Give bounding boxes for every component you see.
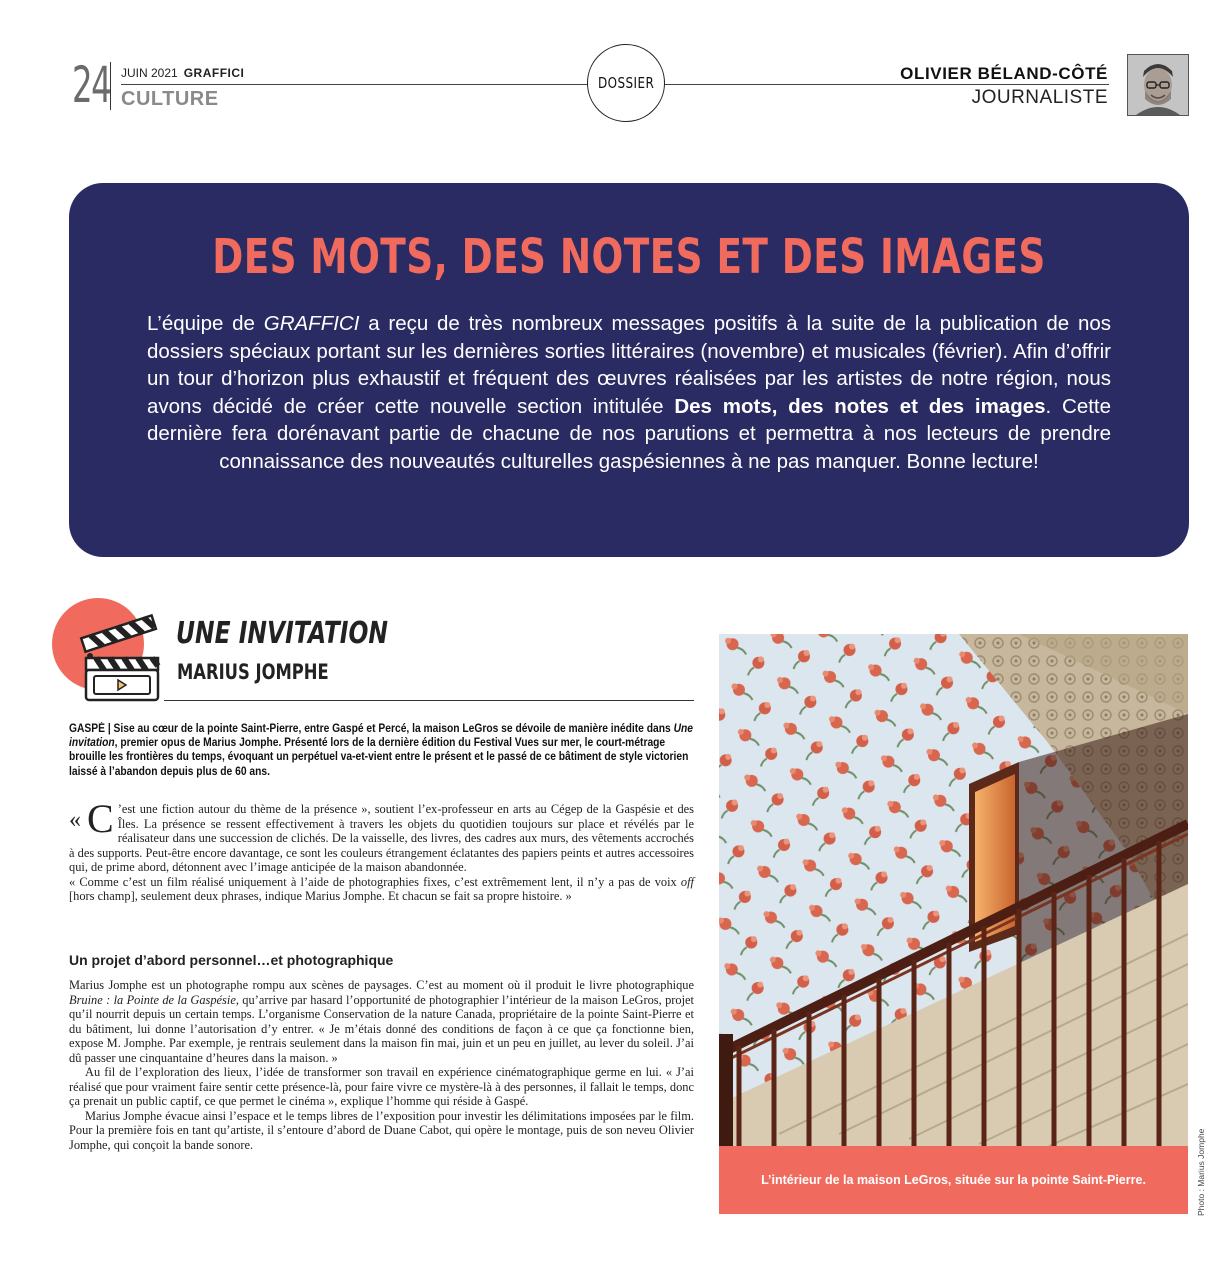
clapperboard-icon — [50, 598, 170, 708]
film-title: Une invitation — [69, 722, 693, 750]
paragraph-text: [hors champ], seulement deux phrases, indique Marius Jomphe. Et chacun se fait sa propre histoire. » — [69, 889, 572, 903]
publication-name: GRAFFICI — [183, 66, 245, 80]
issue-date: JUIN 2021 — [121, 66, 178, 80]
house-interior-photo — [719, 634, 1188, 1146]
author-role: JOURNALISTE — [971, 87, 1108, 108]
intro-section-name: Des mots, des notes et des images — [674, 394, 1046, 418]
intro-text-part: L’équipe de — [147, 312, 264, 335]
lede-part: GASPÉ | Sise au cœur de la pointe Saint-Pierre, entre Gaspé et Percé, la maison LeGros se dévoile de manière inédite dans — [69, 722, 674, 735]
section-label: CULTURE — [121, 88, 219, 110]
article-paragraph-4: Au fil de l’exploration des lieux, l’idée de transformer son travail en expérience cinématographique germe en lui. « J’ai réalisé que pour vraiment faire sentir cette présence-là, pour faire vivre ce mystère-là à des personnes, il fallait le temps, donc ça prenait un public captif, ce que permet le cinéma », explique l’homme qui réside à Gaspé. — [69, 1065, 694, 1108]
article-subheading: Un projet d’abord personnel…et photographique — [69, 952, 394, 968]
intro-text-part: a reçu de très nombreux messages positifs à la suite de la publication de nos dossiers spéciaux portant sur les dernières sorties littéraires (novembre) et musicales (février). Afin d’offrir un tour d’horizon plus exhaustif et fréquent des œuvres réalisées par les artistes de notre région, nous avons décidé de créer cette nouvelle section intitulée — [147, 312, 1112, 418]
intro-magazine-name: GRAFFICI — [263, 312, 360, 335]
page-number: 24 — [72, 56, 111, 114]
intro-text-part: . Cette dernière fera dorénavant partie de chacune de nos parutions et permettra à nos lecteurs de prendre connaissance des nouveautés culturelles gaspésiennes à ne pas manquer. Bonne lecture! — [147, 394, 1112, 473]
photo-credit: Photo : Marius Jomphe — [1196, 1128, 1206, 1216]
article-rule — [164, 700, 694, 701]
article-paragraphs-lower — [69, 978, 694, 1152]
author-name: OLIVIER BÉLAND-CÔTÉ — [900, 64, 1108, 83]
paragraph-text: , qu’arrive par hasard l’opportunité de photographier l’intérieur de la maison LeGros, projet qu’il nourrit depuis un certain temps. L’organisme Conservation de la nature Canada, propriétaire de la pointe Saint-Pierre et du bâtiment, lui donne l’autorisation d’y entrer. « Je m’étais donné des conditions de façon à ce que ça fonctionne bien, expose M. Jomphe. Par exemple, je rentrais seulement dans la maison fin mai, juin et un peu en juillet, au lever du soleil. J’ai dû passer une cinquantaine d’heures dans la maison. » — [69, 992, 694, 1065]
drop-cap: C — [87, 796, 114, 841]
article-subject: MARIUS JOMPHE — [177, 660, 329, 684]
author-portrait-icon — [1128, 55, 1188, 115]
book-title: Bruine : la Pointe de la Gaspésie — [69, 992, 236, 1007]
intro-box — [69, 183, 1189, 557]
article-paragraph-3 — [69, 978, 694, 1065]
paragraph-text: ’est une fiction autour du thème de la présence », soutient l’ex-professeur en arts au Cégep de la Gaspésie et des Îles. La présence se ressent effectivement à travers les objets du quotidien toujours sur place et révélés par le réalisateur dans une succession de clichés. De la vaisselle, des livres, des cadres aux murs, des vêtements accrochés à des supports. Peut-être encore davantage, ce sont les couleurs étrangement éclatantes des papiers peints et autres accessoires qui, de prime abord, détonnent avec l’image anticipée de la maison abandonnée. — [69, 802, 694, 874]
article-paragraph-1 — [69, 796, 694, 904]
article-lede — [69, 722, 694, 779]
dossier-label: DOSSIER — [597, 74, 655, 92]
article-title: UNE INVITATION — [176, 616, 388, 651]
staircase-photo-illustration — [719, 634, 1188, 1146]
author-photo — [1127, 54, 1189, 116]
paragraph-text: « Comme c’est un film réalisé uniquement à l’aide de photographies fixes, c’est extrêmement lent, il n’y a pas de voix — [69, 874, 681, 889]
article-paragraph-2 — [69, 875, 694, 904]
opening-quote-mark: « — [69, 807, 81, 833]
paragraph-text: Marius Jomphe est un photographe rompu aux scènes de paysages. C’est au moment où il produit le livre photographique — [69, 978, 694, 992]
header-divider — [110, 62, 111, 110]
italic-term: off — [680, 874, 694, 889]
photo-caption-bar — [719, 1146, 1188, 1214]
dossier-badge — [587, 44, 665, 122]
header-date-line — [121, 66, 244, 80]
photo-caption: L’intérieur de la maison LeGros, située sur la pointe Saint-Pierre. — [761, 1173, 1146, 1187]
article-paragraph-5: Marius Jomphe évacue ainsi l’espace et le temps libres de l’exposition pour investir les délimitations imposées par le film. Pour la première fois en tant qu’artiste, il s’entoure d’abord de Duane Cabot, qui opère le montage, puis de son neveu Olivier Jomphe, qui conçoit la bande sonore. — [69, 1108, 694, 1152]
intro-text — [147, 310, 1111, 475]
intro-title: DES MOTS, DES NOTES ET DES IMAGES — [212, 229, 1046, 285]
lede-part: , premier opus de Marius Jomphe. Présenté lors de la dernière édition du Festival Vues sur mer, le court-métrage brouille les frontières du temps, évoquant un perpétuel va-et-vient entre le présent et le passé de ce bâtiment de style victorien laissé à l’abandon depuis plus de 60 ans. — [69, 736, 689, 778]
